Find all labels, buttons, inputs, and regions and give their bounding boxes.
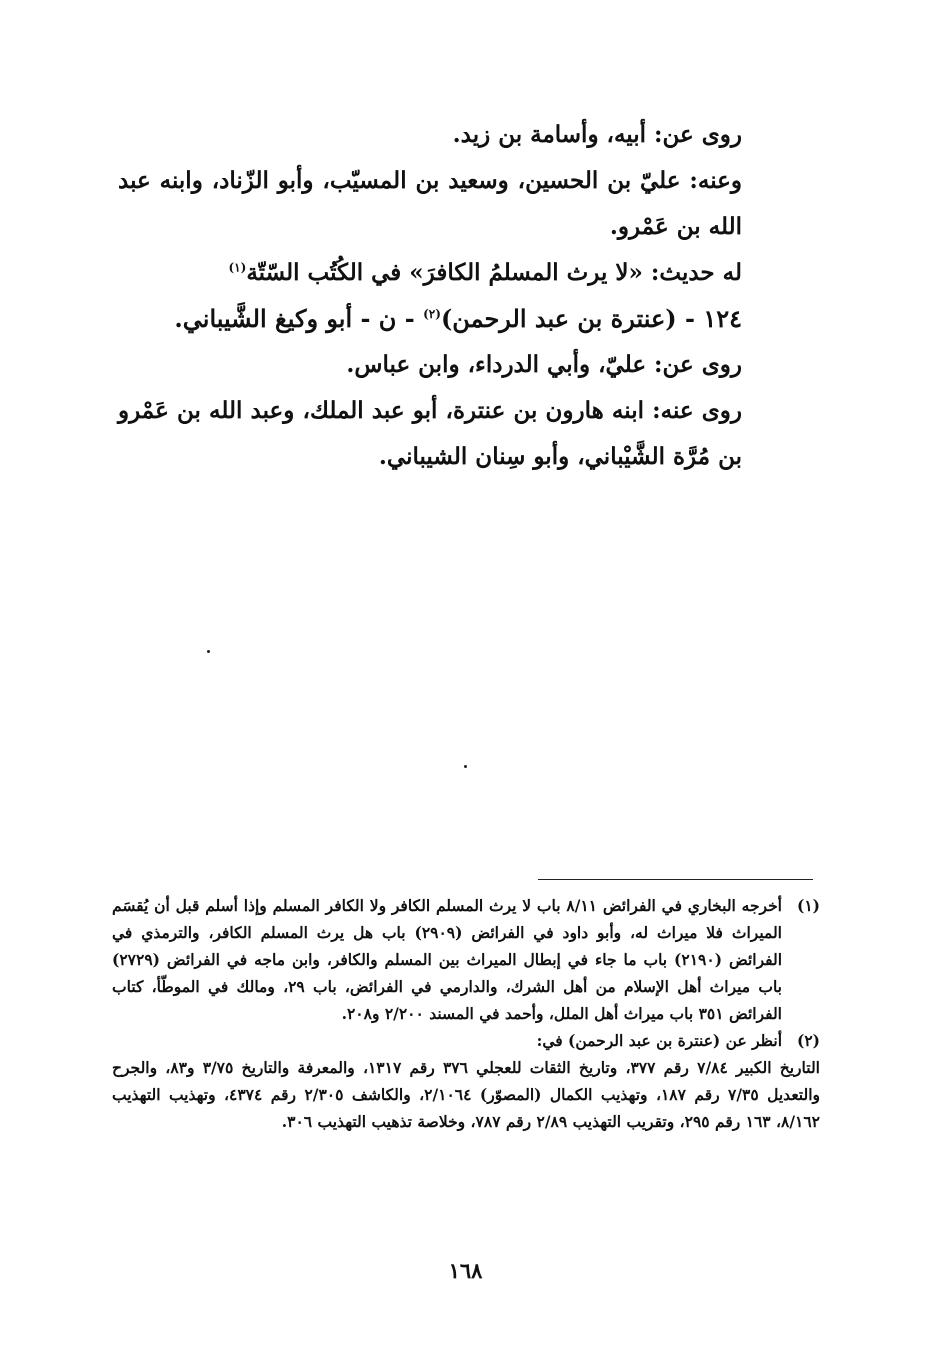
entry-124-heading bbox=[118, 296, 812, 342]
footnote-1-number: (١) bbox=[796, 896, 820, 915]
print-speck bbox=[464, 765, 467, 768]
entry-123-narrated-from: روى عن: أبيه، وأسامة بن زيد. bbox=[452, 121, 742, 148]
footnote-divider bbox=[538, 879, 813, 880]
footnote-marker-1[interactable]: (١) bbox=[228, 260, 247, 275]
footnote-marker-2[interactable]: (٢) bbox=[423, 307, 441, 321]
entry-124-kunya: - ن - أبو وكيغ الشَّيباني. bbox=[174, 304, 424, 333]
main-text bbox=[118, 112, 812, 480]
entry-124-narrated-by: روى عنه: ابنه هارون بن عنترة، أبو عبد الملك، وعبد الله بن عَمْرو بن مُرَّة الشَّيْباني، وأبو سِنان الشيباني. bbox=[118, 397, 742, 470]
entry-124-title: ١٢٤ - (عنترة بن عبد الرحمن) bbox=[440, 304, 742, 333]
page-number: ١٦٨ bbox=[448, 1258, 483, 1283]
entry-124-narrated-from: روى عن: عليّ، وأبي الدرداء، وابن عباس. bbox=[346, 351, 742, 378]
entry-123-hadith bbox=[118, 250, 812, 296]
footnote-2-text: أنظر عن (عنترة بن عبد الرحمن) في: bbox=[536, 1031, 782, 1050]
footnote-2 bbox=[112, 1027, 820, 1054]
footnote-1 bbox=[112, 892, 820, 1027]
entry-123-narrated-by: وعنه: عليّ بن الحسين، وسعيد بن المسيّب، وأبو الزّناد، وابنه عبد الله بن عَمْرو. bbox=[118, 167, 742, 240]
footnote-2-sources: التاريخ الكبير ٧/٨٤ رقم ٣٧٧، وتاريخ الثقات للعجلي ٣٧٦ رقم ١٣١٧، والمعرفة والتاريخ ٣/٧٥ و٨٣، والجرح والتعديل ٧/٣٥ رقم ١٨٧، وتهذيب الكمال (المصوّر) ٢/١٠٦٤، والكاشف ٢/٣٠٥ رقم ٤٣٧٤، وتهذيب التهذيب ٨/١٦٢، ١٦٣ رقم ٢٩٥، وتقريب التهذيب ٢/٨٩ رقم ٧٨٧، وخلاصة تذهيب التهذيب ٣٠٦. bbox=[112, 1058, 820, 1131]
print-speck bbox=[207, 650, 210, 653]
footnotes bbox=[112, 892, 820, 1135]
footnote-2-number: (٢) bbox=[796, 1031, 820, 1050]
footnote-1-text: أخرجه البخاري في الفرائض ٨/١١ باب لا يرث المسلم الكافر ولا الكافر المسلم وإذا أسلم قبل أن يُقسَم الميراث فلا ميراث له، وأبو داود في الفرائض (٢٩٠٩) باب هل يرث المسلم الكافر، والترمذي في الفرائض (٢١٩٠) باب ما جاء في إبطال الميراث بين المسلم والكافر، وابن ماجه في الفرائض (٢٧٢٩) باب ميراث أهل الإسلام من أهل الشرك، والدارمي في الفرائض، باب ٢٩، ومالك في الموطّأ، كتاب الفرائض ٣٥١ باب ميراث أهل الملل، وأحمد في المسند ٢/٢٠٠ و٢٠٨. bbox=[112, 896, 783, 1023]
hadith-text: له حديث: «لا يرث المسلمُ الكافرَ» في الكُتُب السّتّة bbox=[246, 259, 742, 286]
